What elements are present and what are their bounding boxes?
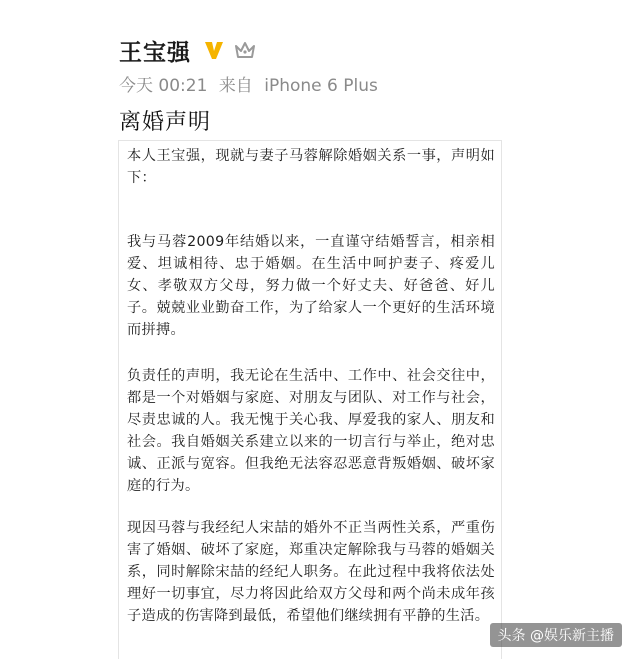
post-meta	[119, 72, 599, 100]
statement-paragraph-1: 我与马蓉2009年结婚以来，一直谨守结婚誓言，相亲相爱、坦诚相待、忠于婚姻。在生活中呵护妻子、疼爱儿女、孝敬双方父母，努力做一个好丈夫、好爸爸、好儿子。兢兢业业勤奋工作，为了给家人一个更好的生活环境而拼搏。	[127, 234, 495, 338]
post-header	[119, 30, 599, 140]
statement-image[interactable]	[118, 140, 502, 659]
source-prefix: 来自	[218, 76, 253, 96]
author-row	[119, 30, 599, 70]
crown-icon[interactable]	[233, 39, 257, 61]
author-name[interactable]: 王宝强	[119, 39, 191, 66]
post-time: 今天 00:21	[119, 76, 208, 96]
statement-intro: 本人王宝强，现就与妻子马蓉解除婚姻关系一事，声明如下：	[127, 148, 495, 186]
statement-paragraph-3: 现因马蓉与我经纪人宋喆的婚外不正当两性关系，严重伤害了婚姻、破坏了家庭，郑重决定解除我与马蓉的婚姻关系，同时解除宋喆的经纪人职务。在此过程中我将依法处理好一切事宜，尽力将因此给双方父母和两个尚未成年孩子造成的伤害降到最低，希望他们继续拥有平静的生活。	[127, 520, 495, 624]
verified-icon[interactable]	[203, 39, 225, 61]
source-device[interactable]: iPhone 6 Plus	[264, 76, 378, 96]
post-title: 离婚声明	[119, 110, 212, 135]
statement-paragraph-2: 负责任的声明，我无论在生活中、工作中、社会交往中，都是一个对婚姻与家庭、对朋友与团队、对工作与社会，尽责忠诚的人。我无愧于关心我、厚爱我的家人、朋友和社会。我自婚姻关系建立以来的一切言行与举止，绝对忠诚、正派与宽容。但我绝无法容忍恶意背叛婚姻、破坏家庭的行为。	[127, 368, 495, 494]
source-watermark: 头条 @娱乐新主播	[490, 623, 622, 647]
